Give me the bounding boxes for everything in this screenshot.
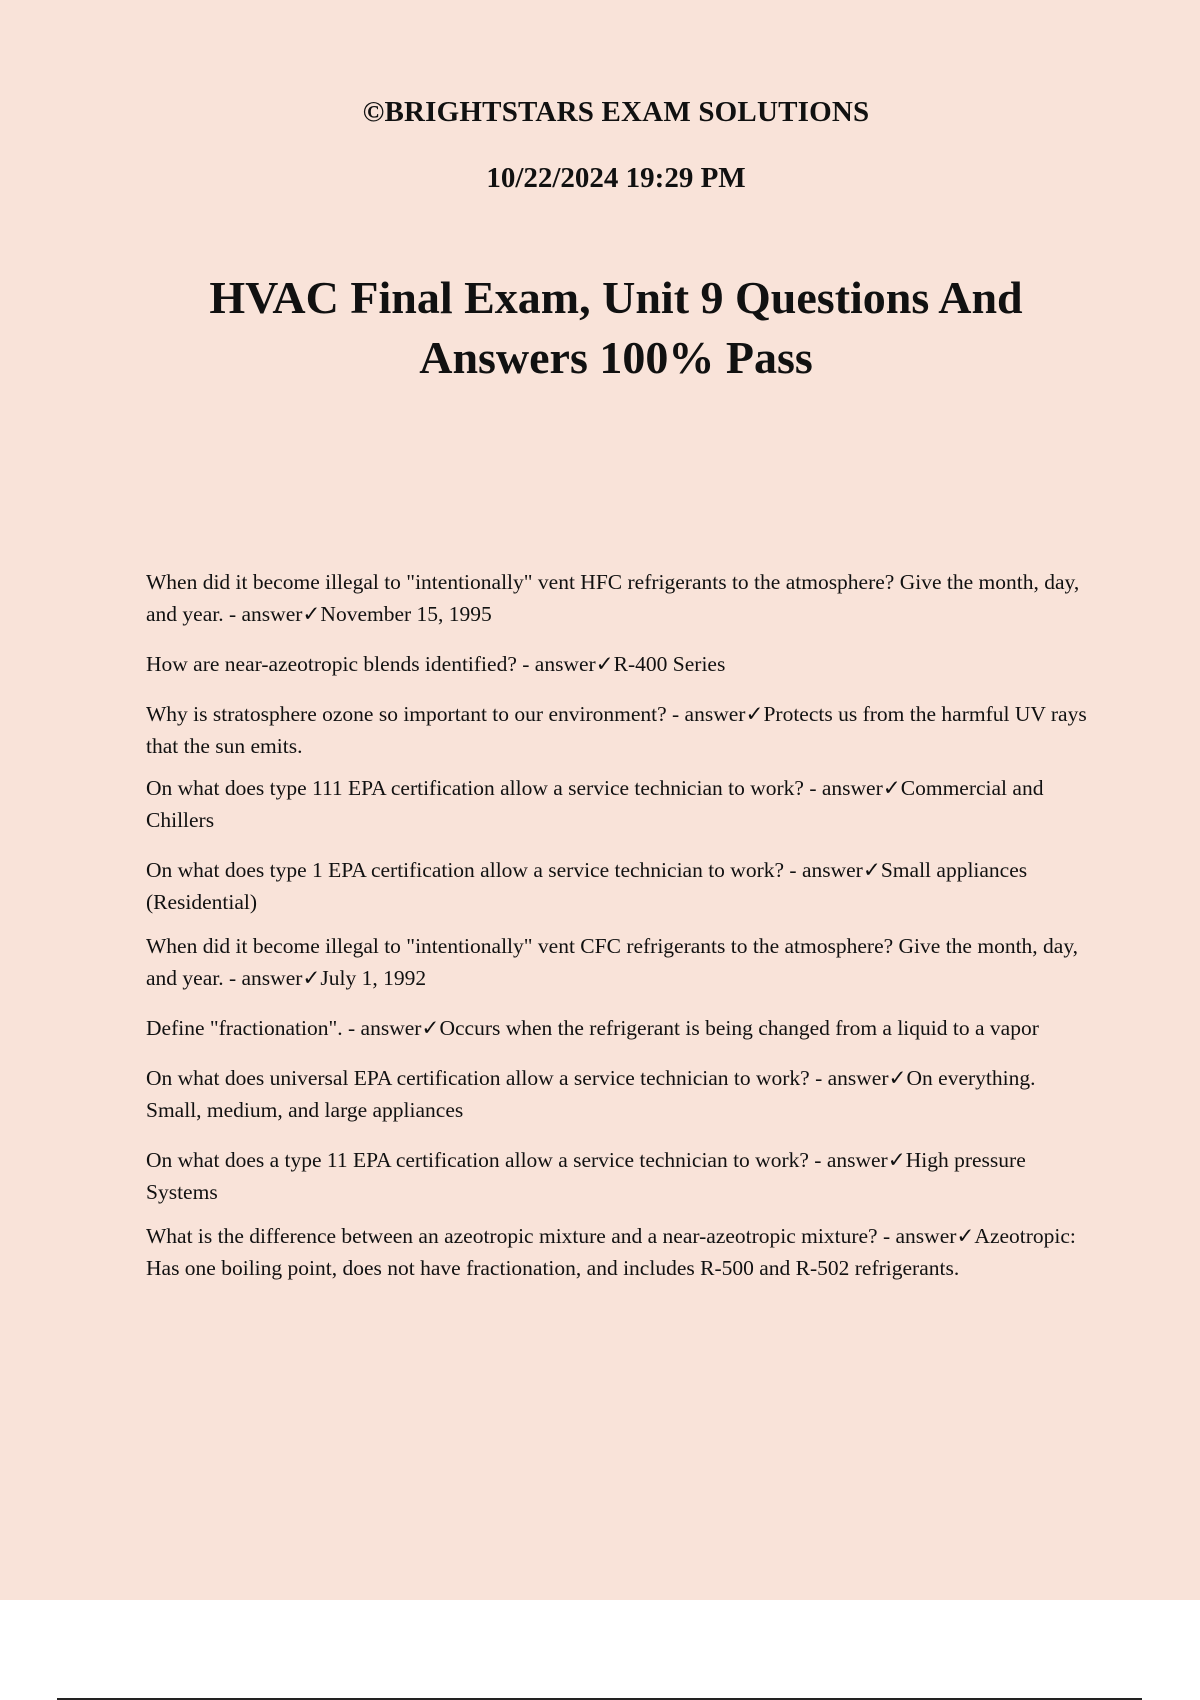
qa-list <box>146 566 1096 1284</box>
qa-item: On what does universal EPA certification allow a service technician to work? - answer✓On everything. Small, medium, and large appliances <box>146 1066 1036 1122</box>
qa-item: Define "fractionation". - answer✓Occurs when the refrigerant is being changed from a liquid to a vapor <box>146 1016 1039 1040</box>
qa-item: When did it become illegal to "intentionally" vent CFC refrigerants to the atmosphere? Give the month, day, and year. - answer✓July 1, 1992 <box>146 934 1079 990</box>
qa-item: Why is stratosphere ozone so important to our environment? - answer✓Protects us from the harmful UV rays that the sun emits. <box>146 702 1087 758</box>
qa-item: When did it become illegal to "intentionally" vent HFC refrigerants to the atmosphere? Give the month, day, and year. - answer✓November 15, 1995 <box>146 570 1080 626</box>
qa-item: On what does a type 11 EPA certification allow a service technician to work? - answer✓High pressure Systems <box>146 1148 1026 1204</box>
document-timestamp: 10/22/2024 19:29 PM <box>486 162 746 194</box>
qa-item: On what does type 111 EPA certification allow a service technician to work? - answer✓Commercial and Chillers <box>146 776 1044 832</box>
qa-item: On what does type 1 EPA certification allow a service technician to work? - answer✓Small appliances (Residential) <box>146 858 1028 914</box>
qa-item: How are near-azeotropic blends identified? - answer✓R-400 Series <box>146 652 726 676</box>
document-title: HVAC Final Exam, Unit 9 Questions And Answers 100% Pass <box>209 272 1023 383</box>
brand-header: ©BRIGHTSTARS EXAM SOLUTIONS <box>362 96 870 128</box>
qa-item: What is the difference between an azeotropic mixture and a near-azeotropic mixture? - answer✓Azeotropic: Has one boiling point, does not have fractionation, and includes R-500 and R-502 refrigerants. <box>146 1224 1076 1280</box>
